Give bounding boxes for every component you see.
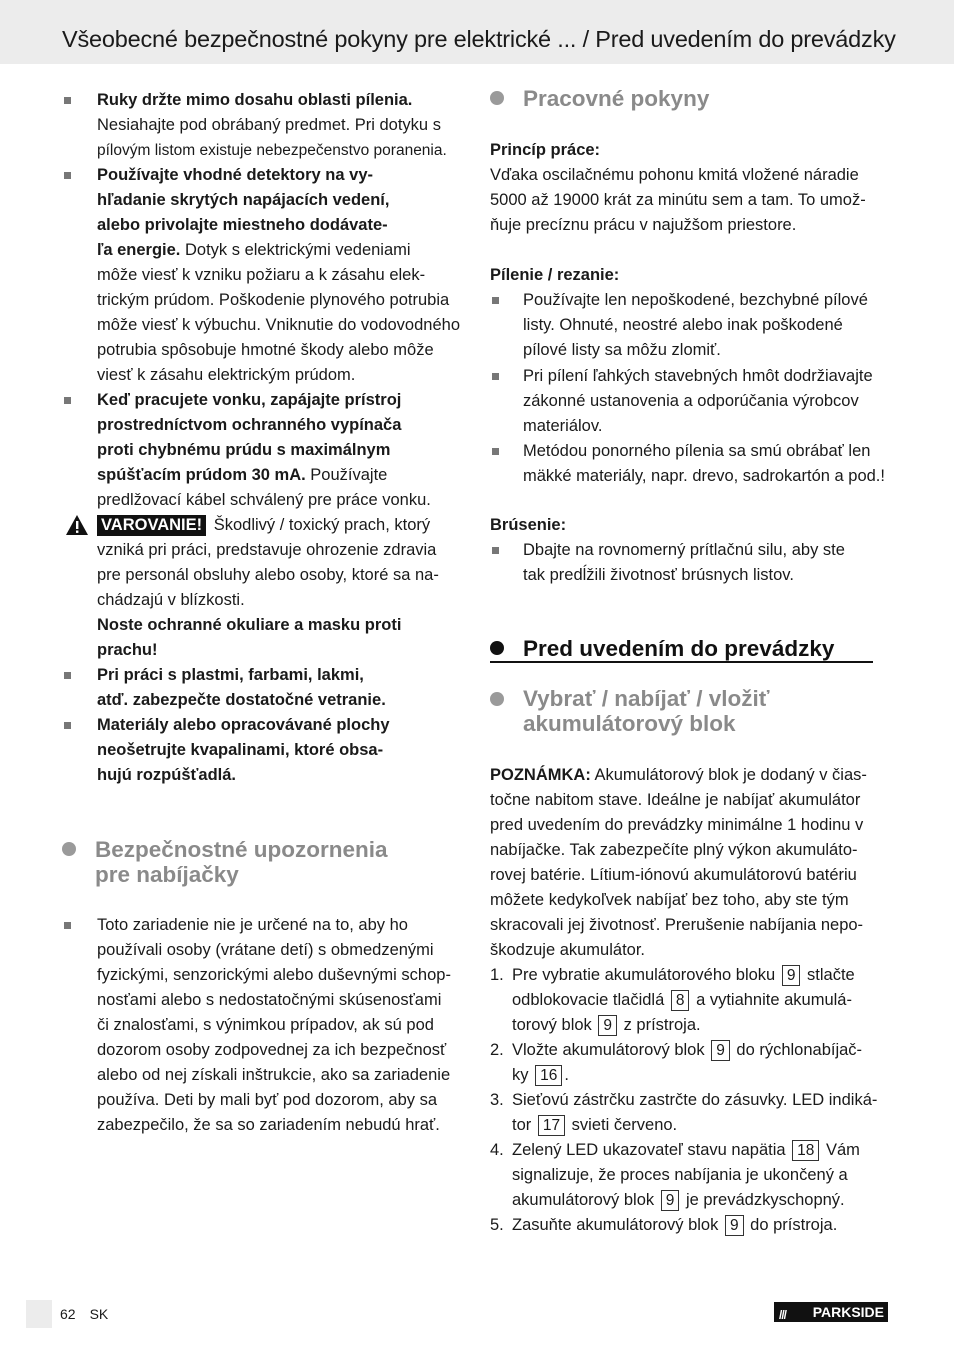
body-text: môže viesť k vzniku požiaru a k zásahu elek-	[97, 266, 426, 284]
body-text: Zelený LED ukazovateľ stavu napätia	[512, 1141, 791, 1159]
body-text: predlžovací kábel schválený pre práce vonku.	[97, 491, 431, 509]
warning-badge: VAROVANIE!	[97, 515, 206, 536]
body-text: listy. Ohnuté, neostré alebo inak poškodené	[523, 316, 843, 334]
page-number: 62	[60, 1306, 76, 1322]
body-text: vzniká pri práci, predstavuje ohrozenie zdravia	[97, 541, 437, 559]
body-text: zabezpečilo, že sa so zariadením nebudú hrať.	[97, 1116, 440, 1134]
heading-bullet-icon	[490, 641, 504, 655]
body-text: a vytiahnite akumulá-	[691, 991, 852, 1009]
section-heading	[523, 686, 770, 736]
bold-text: Ruky držte mimo dosahu oblasti pílenia.	[97, 91, 413, 109]
part-reference: 9	[782, 965, 801, 986]
body-text: ky	[512, 1066, 534, 1084]
bullet-square-icon	[64, 722, 71, 729]
heading-bullet-icon	[62, 842, 76, 856]
part-reference: 18	[792, 1140, 819, 1161]
bold-text: spúšťacím prúdom 30 mA.	[97, 466, 306, 484]
bold-text: hujú rozpúšťadlá.	[97, 766, 236, 784]
body-text: Dbajte na rovnomerný prítlačnú silu, aby ste	[523, 541, 845, 559]
page-header	[0, 0, 954, 64]
body-text: signalizuje, že proces nabíjania je ukončený a	[512, 1166, 848, 1184]
body-text: škodzuje akumulátor.	[490, 941, 646, 959]
body-text: Toto zariadenie nie je určené na to, aby ho	[97, 916, 408, 934]
body-text: Vám	[821, 1141, 860, 1159]
body-text: rovej batérie. Lítium-iónovú akumulátorovú batériu	[490, 866, 857, 884]
body-text: torový blok	[512, 1016, 597, 1034]
body-text: viesť k zásahu elektrickým prúdom.	[97, 366, 356, 384]
body-text: odblokovacie tlačidlá	[512, 991, 669, 1009]
subheading: Brúsenie:	[490, 516, 567, 534]
body-text: do prístroja.	[745, 1216, 838, 1234]
body-text: skracovali jej životnosť. Prerušenie nabíjania nepo-	[490, 916, 864, 934]
heading-line: Vybrať / nabíjať / vložiť	[523, 686, 770, 711]
bullet-square-icon	[492, 373, 499, 380]
subheading: Princíp práce:	[490, 141, 601, 159]
bullet-square-icon	[64, 922, 71, 929]
body-text: nosťami alebo s nedostatočnými skúsenosťami	[97, 991, 442, 1009]
step-number: 5.	[490, 1216, 504, 1234]
step-number: 4.	[490, 1141, 504, 1159]
body-text: pílové listy sa môžu zlomiť.	[523, 341, 721, 359]
body-text: točne nabitom stave. Ideálne je nabíjať akumulátor	[490, 791, 861, 809]
body-text: Zasuňte akumulátorový blok	[512, 1216, 723, 1234]
body-text: môže viesť k výbuchu. Vniknutie do vodovodného	[97, 316, 460, 334]
body-text: Škodlivý / toxický prach, ktorý	[209, 516, 431, 534]
body-text: Metódou ponorného pílenia sa smú obrábať len	[523, 442, 871, 460]
heading-underline	[490, 661, 873, 663]
body-text: pílovým listom existuje nebezpečenstvo poranenia.	[97, 142, 447, 159]
note-label: POZNÁMKA:	[490, 766, 591, 784]
part-reference: 9	[661, 1190, 680, 1211]
body-text: .	[564, 1066, 569, 1084]
body-text: trickým prúdom. Poškodenie plynového potrubia	[97, 291, 450, 309]
warning-triangle-icon	[66, 515, 88, 535]
body-text: potrubia spôsobuje hmotné škody alebo môže	[97, 341, 434, 359]
bold-text: Materiály alebo opracovávané plochy	[97, 716, 390, 734]
body-text: tor	[512, 1116, 536, 1134]
bold-text: alebo privolajte miestneho dodávate-	[97, 216, 388, 234]
bold-text: hľadanie skrytých napájacích vedení,	[97, 191, 390, 209]
body-text: Používajte len nepoškodené, bezchybné pílové	[523, 291, 868, 309]
part-reference: 9	[598, 1015, 617, 1036]
body-text: akumulátorový blok	[512, 1191, 659, 1209]
part-reference: 9	[711, 1040, 730, 1061]
body-text: dozorom osoby zodpovednej za ich bezpečnosť	[97, 1041, 447, 1059]
bullet-square-icon	[492, 297, 499, 304]
bullet-square-icon	[64, 672, 71, 679]
body-text: z prístroja.	[619, 1016, 701, 1034]
section-heading: Pred uvedením do prevádzky	[523, 636, 835, 661]
body-text: svieti červeno.	[567, 1116, 678, 1134]
section-heading: Pracovné pokyny	[523, 86, 710, 111]
heading-bullet-icon	[490, 692, 504, 706]
body-text: stlačte	[802, 966, 855, 984]
body-text: používa. Deti by mali byť pod dozorom, aby sa	[97, 1091, 438, 1109]
body-text: môžete kedykoľvek nabíjať bez toho, aby ste tým	[490, 891, 849, 909]
language-code: SK	[89, 1306, 109, 1322]
page-title: Všeobecné bezpečnostné pokyny pre elektrické ... / Pred uvedením do prevádzky	[62, 26, 896, 52]
subheading: Pílenie / rezanie:	[490, 266, 620, 284]
body-text: alebo od nej získali inštrukcie, ako sa zariadenie	[97, 1066, 451, 1084]
bold-text: Noste ochranné okuliare a masku proti	[97, 616, 402, 634]
section-heading	[95, 837, 388, 887]
heading-line: pre nabíjačky	[95, 862, 239, 887]
step-number: 1.	[490, 966, 504, 984]
body-text: Používajte	[305, 466, 388, 484]
brand-name: PARKSIDE	[812, 1304, 884, 1320]
bullet-square-icon	[492, 448, 499, 455]
heading-line: akumulátorový blok	[523, 711, 736, 736]
body-text: Vložte akumulátorový blok	[512, 1041, 710, 1059]
body-text: Sieťovú zástrčku zastrčte do zásuvky. LED indiká-	[512, 1091, 878, 1109]
part-reference: 9	[725, 1215, 744, 1236]
bullet-square-icon	[64, 397, 71, 404]
body-text: je prevádzkyschopný.	[681, 1191, 845, 1209]
bold-text: prachu!	[97, 641, 158, 659]
footer-marker	[26, 1300, 52, 1328]
heading-line: Bezpečnostné upozornenia	[95, 837, 388, 862]
part-reference: 17	[538, 1115, 565, 1136]
step-number: 3.	[490, 1091, 504, 1109]
body-text: Akumulátorový blok je dodaný v čias-	[590, 766, 867, 784]
body-text: mäkké materiály, napr. drevo, sadrokartón a pod.!	[523, 467, 885, 485]
bold-text: Používajte vhodné detektory na vy-	[97, 166, 373, 184]
body-text: pre personál obsluhy alebo osoby, ktoré sa na-	[97, 566, 439, 584]
body-text: 5000 až 19000 krát za minútu sem a tam. To umož-	[490, 191, 866, 209]
parkside-logo	[774, 1302, 888, 1322]
body-text: Pri pílení ľahkých stavebných hmôt dodržiavajte	[523, 367, 873, 385]
bullet-square-icon	[64, 172, 71, 179]
bold-text: atď. zabezpečte dostatočné vetranie.	[97, 691, 386, 709]
body-text: používali osoby (vrátane detí) s obmedzenými	[97, 941, 434, 959]
body-text: ňuje precíznu prácu v najužšom priestore.	[490, 216, 797, 234]
part-reference: 16	[535, 1065, 562, 1086]
step-number: 2.	[490, 1041, 504, 1059]
body-text: Vďaka oscilačnému pohonu kmitá vložené náradie	[490, 166, 859, 184]
bullet-square-icon	[64, 97, 71, 104]
bold-text: proti chybnému prúdu s maximálnym	[97, 441, 391, 459]
body-text: či znalosťami, s výnimkou prípadov, ak sú pod	[97, 1016, 434, 1034]
part-reference: 8	[671, 990, 690, 1011]
bold-text: ľa energie.	[97, 241, 181, 259]
note-paragraph	[490, 763, 894, 963]
body-text: pred uvedením do prevádzky minimálne 1 hodinu v	[490, 816, 864, 834]
logo-stripes-icon: ///	[779, 1308, 787, 1322]
body-text: Dotyk s elektrickými vedeniami	[180, 241, 411, 259]
footer	[60, 1306, 122, 1322]
bullet-square-icon	[492, 547, 499, 554]
paragraph	[490, 163, 866, 238]
body-text: nabíjačke. Tak zabezpečíte plný výkon akumuláto-	[490, 841, 858, 859]
body-text: Pre vybratie akumulátorového bloku	[512, 966, 780, 984]
bold-text: neošetrujte kvapalinami, ktoré obsa-	[97, 741, 384, 759]
bold-text: Pri práci s plastmi, farbami, lakmi,	[97, 666, 364, 684]
body-text: tak predĺžili životnosť brúsnych listov.	[523, 566, 794, 584]
body-text: chádzajú v blízkosti.	[97, 591, 245, 609]
body-text: materiálov.	[523, 417, 603, 435]
bold-text: prostredníctvom ochranného vypínača	[97, 416, 402, 434]
body-text: fyzickými, senzorickými alebo duševnými schop-	[97, 966, 451, 984]
bold-text: Keď pracujete vonku, zapájajte prístroj	[97, 391, 402, 409]
body-text: zákonné ustanovenia a odporúčania výrobcov	[523, 392, 859, 410]
heading-bullet-icon	[490, 91, 504, 105]
body-text: Nesiahajte pod obrábaný predmet. Pri dotyku s	[97, 116, 441, 134]
body-text: do rýchlonabíjač-	[731, 1041, 863, 1059]
